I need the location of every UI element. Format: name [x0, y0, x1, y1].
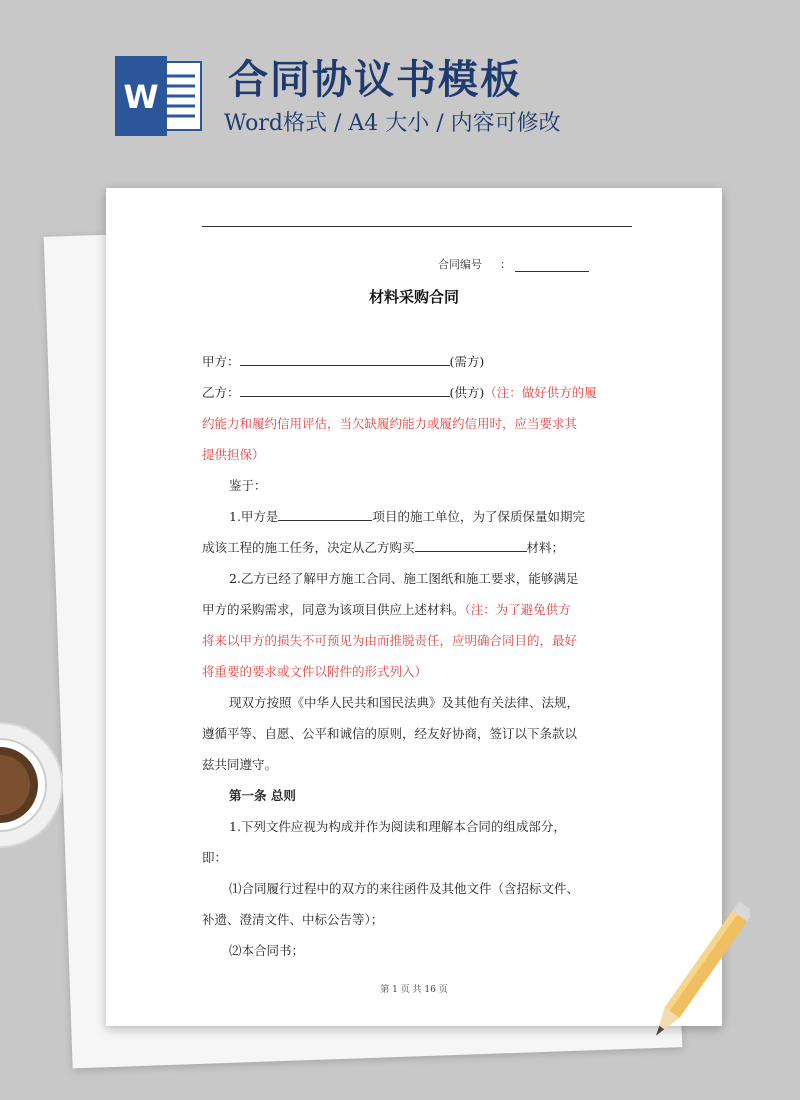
contract-number-blank[interactable] [515, 261, 589, 272]
party-b-role: (供方) [449, 385, 485, 400]
document-body [202, 346, 632, 966]
whereas-heading: 鉴于： [229, 478, 267, 493]
document-title: 材料采购合同 [368, 288, 459, 306]
party-b-line [202, 377, 632, 408]
article1-line1: 1.下列文件应视为构成并作为阅读和理解本合同的组成部分， [229, 819, 566, 834]
party-a-blank[interactable] [240, 351, 450, 366]
party-a-role: (需方) [449, 354, 485, 369]
contract-number-colon: ： [500, 258, 511, 271]
party-b-blank[interactable] [240, 382, 450, 397]
preamble-line1: 现双方按照《中华人民共和国民法典》及其他有关法律、法规， [229, 695, 580, 710]
item1-start: 1.甲方是 [229, 509, 279, 524]
contract-number-label: 合同编号 [438, 258, 482, 271]
item1-cont: 成该工程的施工任务，决定从乙方购买 [202, 540, 415, 555]
banner-subtitle: Word格式 / A4 大小 / 内容可修改 [224, 111, 561, 136]
article1-heading: 第一条 总则 [229, 788, 296, 803]
contract-number [438, 256, 589, 272]
note1-start: （注：做好供方的履 [484, 385, 597, 400]
article1-line2: 即： [202, 850, 228, 865]
article1-item1-line2: 补遗、澄清文件、中标公告等）； [202, 912, 384, 927]
coffee-cup-icon [0, 720, 70, 850]
item1-line1 [202, 501, 632, 532]
note2-line3: 将来以甲方的损失不可预见为由而推脱责任，应明确合同目的，最好 [202, 633, 578, 648]
pencil-icon [640, 900, 750, 1060]
party-b-label: 乙方： [202, 385, 240, 400]
word-icon [115, 56, 203, 136]
item2-line2 [202, 594, 632, 625]
word-logo-letter: W [123, 78, 159, 116]
party-a-line [202, 346, 632, 377]
project-name-blank[interactable] [278, 506, 372, 521]
article1-item1-line1: ⑴合同履行过程中的双方的来往函件及其他文件（含招标文件、 [229, 881, 580, 896]
item2-line1: 2.乙方已经了解甲方施工合同、施工图纸和施工要求，能够满足 [229, 571, 579, 586]
header-rule [202, 226, 632, 227]
note1-line2: 约能力和履约信用评估，当欠缺履约能力或履约信用时，应当要求其 [202, 416, 578, 431]
preamble-line3: 兹共同遵守。 [202, 757, 278, 772]
note2-line4: 将重要的要求或文件以附件的形式列入） [202, 664, 428, 679]
note1-line3: 提供担保） [202, 447, 265, 462]
page-footer: 第 1 页 共 16 页 [380, 985, 448, 995]
party-a-label: 甲方： [202, 354, 240, 369]
item1-end: 材料； [526, 540, 565, 555]
item1-line2 [202, 532, 632, 563]
article1-item2: ⑵本合同书； [229, 943, 305, 958]
banner-header [0, 0, 800, 160]
document-page [106, 188, 722, 1026]
note2-start: （注：为了避免供方 [464, 602, 571, 617]
item2-text: 甲方的采购需求，同意为该项目供应上述材料。 [202, 602, 465, 617]
preamble-line2: 遵循平等、自愿、公平和诚信的原则，经友好协商，签订以下条款以 [202, 726, 578, 741]
banner-title: 合同协议书模板 [228, 57, 522, 103]
material-blank[interactable] [415, 537, 527, 552]
item1-rest: 项目的施工单位，为了保质保量如期完 [372, 509, 585, 524]
